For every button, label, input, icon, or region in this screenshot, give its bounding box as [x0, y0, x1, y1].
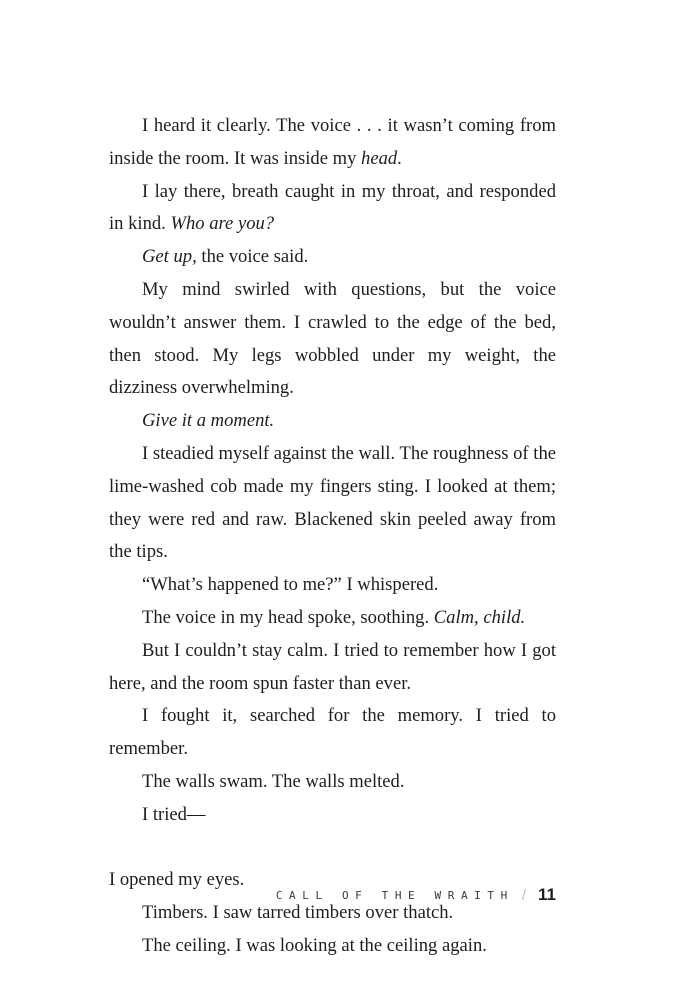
- paragraph: [109, 438, 556, 569]
- italic-text: Give it a moment.: [142, 410, 275, 432]
- text-run: My mind swirled with questions, but the voice wouldn’t answer them. I crawled to the edge of the bed, then stood. My legs wobbled under my weight, the dizziness overwhelming.: [109, 278, 556, 399]
- text-run: The voice in my head spoke, soothing.: [142, 606, 434, 628]
- paragraph: [109, 766, 556, 799]
- text-run: I fought it, searched for the memory. I tried to remember.: [109, 705, 556, 760]
- text-run: I steadied myself against the wall. The roughness of the lime-washed cob made my fingers sting. I looked at them; they were red and raw. Blackened skin peeled away from the tips.: [109, 442, 556, 563]
- paragraph: [109, 700, 556, 766]
- paragraph: [109, 176, 556, 242]
- text-run: I heard it clearly. The voice . . . it wasn’t coming from inside the room. It was inside my: [109, 115, 556, 169]
- footer-separator: /: [521, 886, 527, 904]
- running-title: CALL OF THE WRAITH: [275, 888, 514, 902]
- page-number: 11: [538, 885, 556, 904]
- text-run: “What’s happened to me?” I whispered.: [142, 574, 439, 596]
- text-run: .: [397, 147, 402, 169]
- paragraph: [109, 405, 556, 438]
- italic-text: Calm, child.: [433, 606, 526, 628]
- page-footer: [276, 880, 556, 910]
- text-run: the voice said.: [196, 246, 309, 268]
- paragraph: [109, 110, 556, 176]
- paragraph: [109, 930, 556, 963]
- paragraph: [109, 569, 556, 602]
- text-run: But I couldn’t stay calm. I tried to remember how I got here, and the room spun faster than ever.: [109, 639, 556, 694]
- paragraph: [109, 274, 556, 405]
- paragraph: [109, 635, 556, 701]
- text-run: I tried—: [142, 803, 206, 825]
- text-run: I opened my eyes.: [109, 869, 245, 891]
- text-run: I lay there, breath caught in my throat, and responded in kind.: [109, 180, 556, 235]
- paragraph: [109, 602, 556, 635]
- body-text: [109, 110, 556, 963]
- paragraph: [109, 799, 556, 832]
- paragraph: [109, 241, 556, 274]
- italic-text: Get up,: [142, 246, 197, 268]
- text-run: Timbers. I saw tarred timbers over thatch.: [142, 902, 454, 924]
- text-run: The walls swam. The walls melted.: [142, 770, 405, 792]
- italic-text: head: [361, 147, 398, 169]
- text-run: The ceiling. I was looking at the ceiling again.: [142, 934, 487, 956]
- italic-text: Who are you?: [170, 213, 275, 235]
